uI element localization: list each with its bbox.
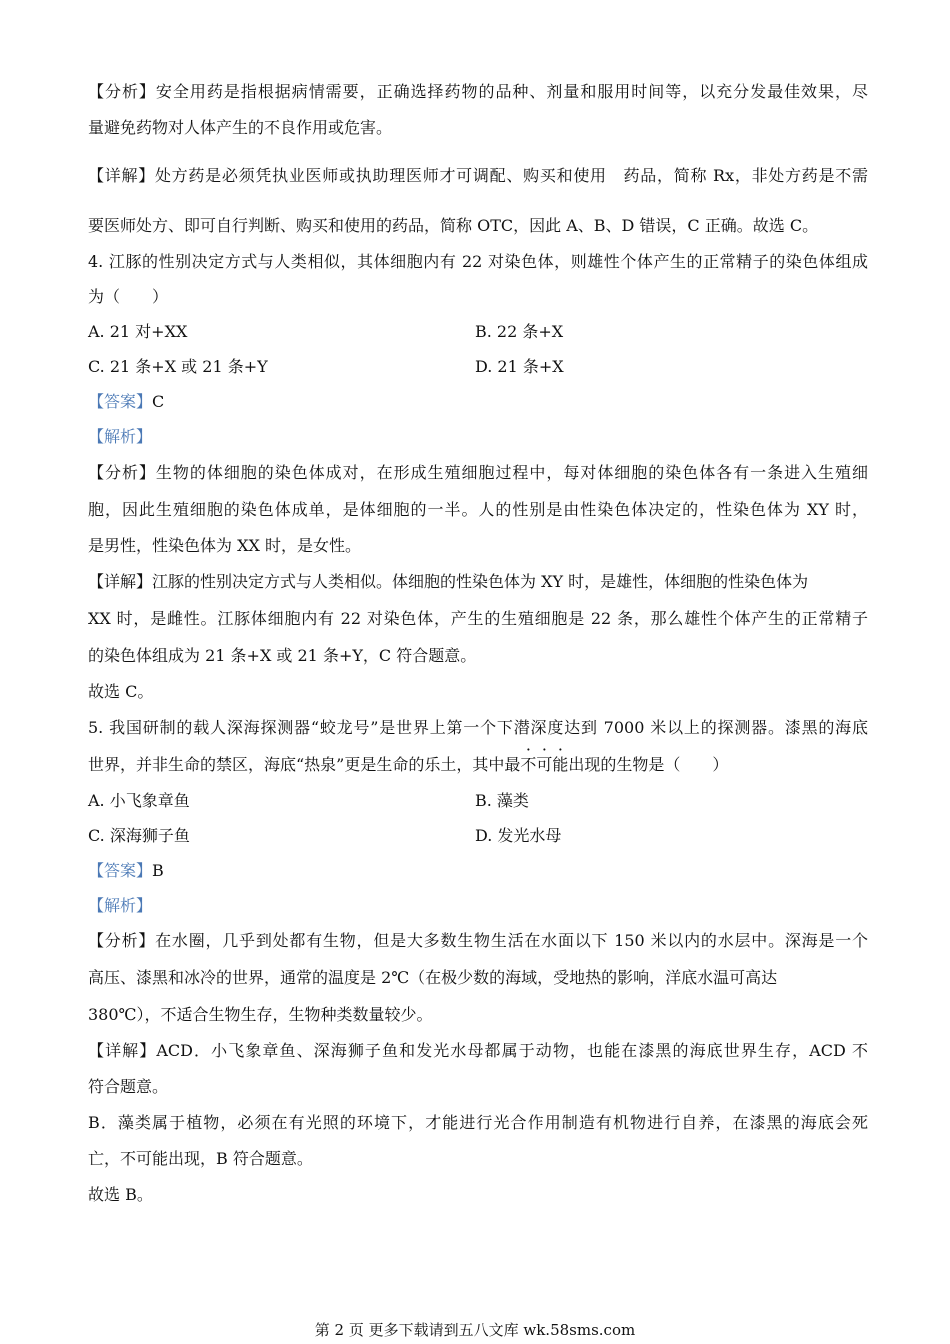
q5-detail-line: 【详解】ACD．小飞象章鱼、深海狮子鱼和发光水母都属于动物，也能在漆黑的海底世界生存，ACD 不 [88, 1041, 868, 1060]
answer-tag: 【答案】 [88, 861, 153, 880]
q4-analysis-line: 是男性，性染色体为 XX 时，是女性。 [88, 536, 361, 555]
q5-detail-line: 亡，不可能出现，B 符合题意。 [88, 1149, 313, 1168]
q4-jiexi-tag: 【解析】 [88, 427, 153, 446]
q4-conclusion: 故选 C。 [88, 682, 154, 701]
q5-stem-line: 5. 我国研制的载人深海探测器“蛟龙号”是世界上第一个下潜深度达到 7000 米以上的探测器。漆黑的海底 [88, 718, 868, 737]
q5-conclusion: 故选 B。 [88, 1185, 153, 1204]
q5-stem-text: 世界，并非生命的禁区，海底“热泉”更是生命的乐土，其中最 [88, 755, 521, 774]
answer-value: C [152, 392, 165, 411]
page-footer: 第 2 页 更多下载请到五八文库 wk.58sms.com [314, 1321, 636, 1339]
q4-analysis-line: 胞，因此生殖细胞的染色体成单，是体细胞的一半。人的性别是由性染色体决定的，性染色体为 XY 时， [88, 500, 868, 519]
q5-analysis-line: 【分析】在水圈，几乎到处都有生物，但是大多数生物生活在水面以下 150 米以内的水层中。深海是一个 [88, 931, 868, 950]
q4-detail-line: XX 时，是雌性。江豚体细胞内有 22 对染色体，产生的生殖细胞是 22 条，那么雄性个体产生的正常精子 [88, 609, 868, 628]
q4-answer [88, 391, 868, 413]
q5-detail-line: B．藻类属于植物，必须在有光照的环境下，才能进行光合作用制造有机物进行自养，在漆黑的海底会死 [88, 1113, 868, 1132]
q5-stem-line [88, 754, 868, 776]
q5-jiexi-tag: 【解析】 [88, 896, 153, 915]
q5-answer [88, 860, 868, 882]
q4-analysis-line: 【分析】生物的体细胞的染色体成对，在形成生殖细胞过程中，每对体细胞的染色体各有一条进入生殖细 [88, 463, 868, 482]
q3-analysis-line: 量避免药物对人体产生的不良作用或危害。 [88, 118, 393, 137]
q4-option-d: D. 21 条+X [475, 357, 564, 376]
q5-analysis-line: 高压、漆黑和冰冷的世界，通常的温度是 2℃（在极少数的海域，受地热的影响，洋底水温可高达 [88, 968, 778, 987]
q5-option-d: D. 发光水母 [475, 826, 562, 845]
q4-detail-line: 【详解】江豚的性别决定方式与人类相似。体细胞的性染色体为 XY 时，是雄性，体细胞的性染色体为 [88, 572, 809, 591]
q5-analysis-line: 380℃），不适合生物生存，生物种类数量较少。 [88, 1005, 433, 1024]
q4-stem-line: 4. 江豚的性别决定方式与人类相似，其体细胞内有 22 对染色体，则雄性个体产生的正常精子的染色体组成 [88, 252, 868, 271]
answer-tag: 【答案】 [88, 392, 153, 411]
q4-detail-line: 的染色体组成为 21 条+X 或 21 条+Y，C 符合题意。 [88, 646, 477, 665]
q5-option-a: A. 小飞象章鱼 [88, 791, 190, 810]
q4-stem-line: 为（ ） [88, 287, 169, 306]
q3-detail-line: 要医师处方、即可自行判断、购买和使用的药品，简称 OTC，因此 A、B、D 错误，C 正确。故选 C。 [88, 216, 819, 235]
q3-analysis-line: 【分析】安全用药是指根据病情需要，正确选择药物的品种、剂量和服用时间等，以充分发最佳效果，尽 [88, 82, 868, 101]
answer-value: B [152, 861, 164, 880]
q4-option-a: A. 21 对+XX [88, 322, 188, 341]
q4-option-b: B. 22 条+X [475, 322, 564, 341]
q5-stem-text: 出现的生物是（ ） [568, 755, 729, 774]
q3-detail-line: 【详解】处方药是必须凭执业医师或执助理医师才可调配、购买和使用 药品，简称 Rx，非处方药是不需 [88, 166, 868, 185]
q5-option-b: B. 藻类 [475, 791, 529, 810]
q5-detail-line: 符合题意。 [88, 1077, 169, 1096]
q5-option-c: C. 深海狮子鱼 [88, 826, 190, 845]
emphasis-char: 能 [552, 755, 569, 774]
emphasis-char: 不 [520, 755, 537, 774]
emphasis-char: 可 [536, 755, 553, 774]
q4-option-c: C. 21 条+X 或 21 条+Y [88, 357, 268, 376]
